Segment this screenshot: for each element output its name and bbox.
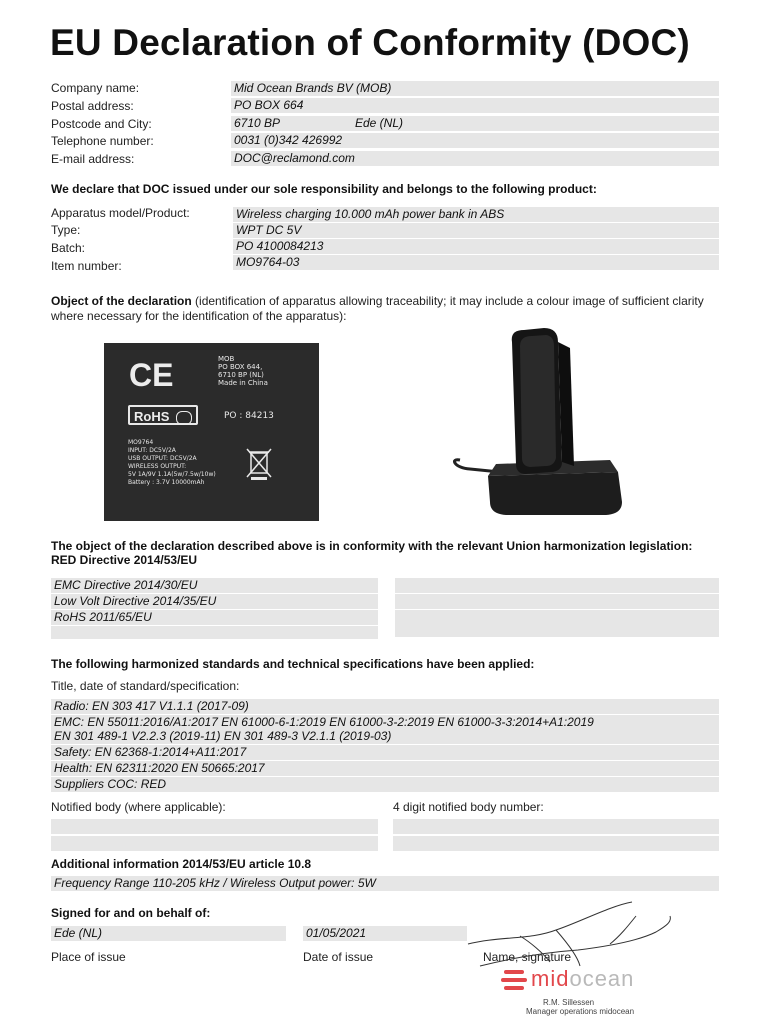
name-signature-label: Name, signature [483,950,572,964]
label-mob-address: MOB PO BOX 644, 6710 BP (NL) Made in China [218,355,268,387]
declare-heading: We declare that DOC issued under our sole responsibility and belongs to the following product: [51,182,597,196]
batch-field[interactable]: PO 4100084213 [233,239,719,254]
email-label: E-mail address: [51,152,135,166]
rohs-text: RoHS [134,409,170,424]
rohs-badge [128,405,198,425]
suppliers-coc-field[interactable]: Suppliers COC: RED [51,777,719,792]
directive-field-3[interactable]: RoHS 2011/65/EU [51,610,378,625]
postcode-field[interactable] [231,116,719,131]
city-value: Ede (NL) [355,116,404,130]
place-field[interactable]: Ede (NL) [51,926,286,941]
weee-bin-icon [244,445,274,481]
postal-address-label: Postal address: [51,99,134,113]
standards-sublabel: Title, date of standard/specification: [51,679,240,693]
email-field[interactable]: DOC@reclamond.com [231,151,719,166]
signed-heading: Signed for and on behalf of: [51,906,211,920]
midocean-logo [531,966,634,992]
notified-body-field-1[interactable] [51,819,378,834]
additional-heading: Additional information 2014/53/EU article 10.8 [51,857,312,871]
apparatus-field[interactable]: Wireless charging 10.000 mAh power bank in ABS [233,207,719,222]
page-title: EU Declaration of Conformity (DOC) [50,22,690,63]
logo-ocean: ocean [569,966,635,991]
rohs-check-icon [176,411,192,425]
charger-product-photo [440,322,640,522]
ce-mark-icon: CE [129,357,174,393]
batch-label: Batch: [51,241,86,255]
safety-standard-field[interactable]: Safety: EN 62368-1:2014+A11:2017 [51,745,719,760]
directive-right-field-1[interactable] [395,578,719,593]
object-description: (identification of apparatus allowing traceability; it may include a colour image of sufficient clarity where necessary for the identification of the apparatus): [51,294,704,323]
label-specs: MO9764 INPUT: DC5V/2A USB OUTPUT: DC5V/2A WIRELESS OUTPUT: 5V 1A/9V 1.1A(5w/7.5w/10w) Battery : 3.7V 10000mAh [128,439,216,486]
conformity-text: The object of the declaration described above is in conformity with the relevant Union harmonization legislation: RED Directive 2014/53/EU [51,539,693,567]
stamp-name: R.M. Sillessen [543,998,595,1007]
directive-field-2[interactable]: Low Volt Directive 2014/35/EU [51,594,378,609]
notified-body-label: Notified body (where applicable): [51,800,226,814]
logo-mid: mid [531,966,570,991]
object-heading: Object of the declaration [51,294,192,308]
notified-number-field-2[interactable] [393,836,719,851]
stamp-role: Manager operations midocean [526,1007,635,1016]
emc-line-1: EMC: EN 55011:2016/A1:2017 EN 61000-6-1:2019 EN 61000-3-2:2019 EN 61000-3-3:2014+A1:2019 [54,715,594,729]
date-field[interactable]: 01/05/2021 [303,926,467,941]
object-declaration-text [51,294,731,324]
postcode-value: 6710 BP [234,116,281,130]
item-number-field[interactable]: MO9764-03 [233,255,719,270]
emc-standard-field[interactable] [51,715,719,744]
telephone-label: Telephone number: [51,134,154,148]
directive-right-field-2[interactable] [395,594,719,609]
apparatus-label: Apparatus model/Product: [51,206,190,220]
handwritten-signature [460,896,690,976]
directive-right-field-4[interactable] [395,624,719,637]
telephone-field[interactable]: 0031 (0)342 426992 [231,133,719,148]
additional-info-field[interactable]: Frequency Range 110-205 kHz / Wireless Output power: 5W [51,876,719,891]
standards-heading: The following harmonized standards and technical specifications have been applied: [51,657,535,671]
directive-field-4[interactable] [51,626,378,639]
company-name-field[interactable]: Mid Ocean Brands BV (MOB) [231,81,719,96]
directive-field-1[interactable]: EMC Directive 2014/30/EU [51,578,378,593]
type-field[interactable]: WPT DC 5V [233,223,719,238]
postal-address-field[interactable]: PO BOX 664 [231,98,719,113]
health-standard-field[interactable]: Health: EN 62311:2020 EN 50665:2017 [51,761,719,776]
place-label: Place of issue [51,950,126,964]
item-number-label: Item number: [51,259,122,273]
emc-line-2: EN 301 489-1 V2.2.3 (2019-11) EN 301 489-3 V2.1.1 (2019-03) [54,729,392,743]
date-label: Date of issue [303,950,374,964]
notified-number-label: 4 digit notified body number: [393,800,544,814]
postcode-city-label: Postcode and City: [51,117,152,131]
notified-body-field-2[interactable] [51,836,378,851]
type-label: Type: [51,223,81,237]
radio-standard-field[interactable]: Radio: EN 303 417 V1.1.1 (2017-09) [51,699,719,714]
label-po-number: PO : 84213 [224,411,274,421]
product-label-photo [104,343,319,521]
company-name-label: Company name: [51,81,140,95]
midocean-logo-icon [501,969,527,991]
directive-right-field-3[interactable] [395,610,719,625]
notified-number-field-1[interactable] [393,819,719,834]
